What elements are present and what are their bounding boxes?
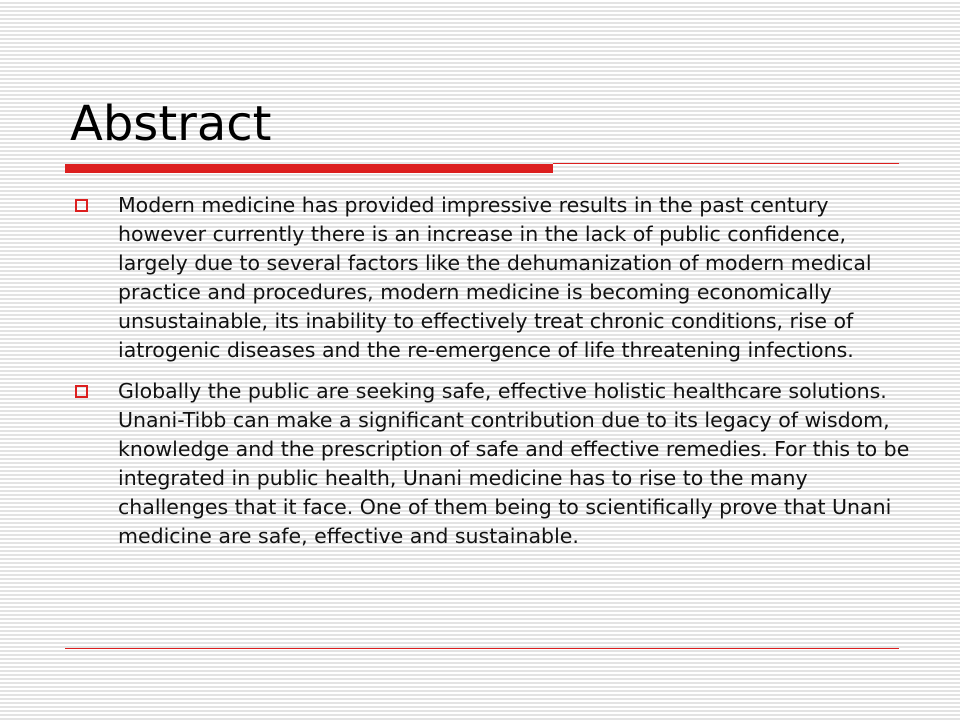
hollow-square-bullet-icon <box>75 199 88 212</box>
footer-divider <box>65 648 899 649</box>
bullet-item <box>72 377 912 551</box>
bullet-text: Modern medicine has provided impressive results in the past century however currently there is an increase in the lack of public confidence, largely due to several factors like the dehumanization of modern medical practice and procedures, modern medicine is becoming economically unsustainable, its inability to effectively treat chronic conditions, rise of iatrogenic diseases and the re-emergence of life threatening infections. <box>118 193 872 362</box>
hollow-square-bullet-icon <box>75 385 88 398</box>
bullet-text: Globally the public are seeking safe, effective holistic healthcare solutions. Unani-Tibb can make a significant contribution due to its legacy of wisdom, knowledge and the prescription of safe and effective remedies. For this to be integrated in public health, Unani medicine has to rise to the many challenges that it face. One of them being to scientifically prove that Unani medicine are safe, effective and sustainable. <box>118 379 910 548</box>
bullet-item <box>72 191 912 365</box>
slide-title: Abstract <box>70 96 272 152</box>
title-underline-thin <box>553 163 899 164</box>
title-underline-thick <box>65 164 553 173</box>
bullet-list <box>72 191 912 563</box>
